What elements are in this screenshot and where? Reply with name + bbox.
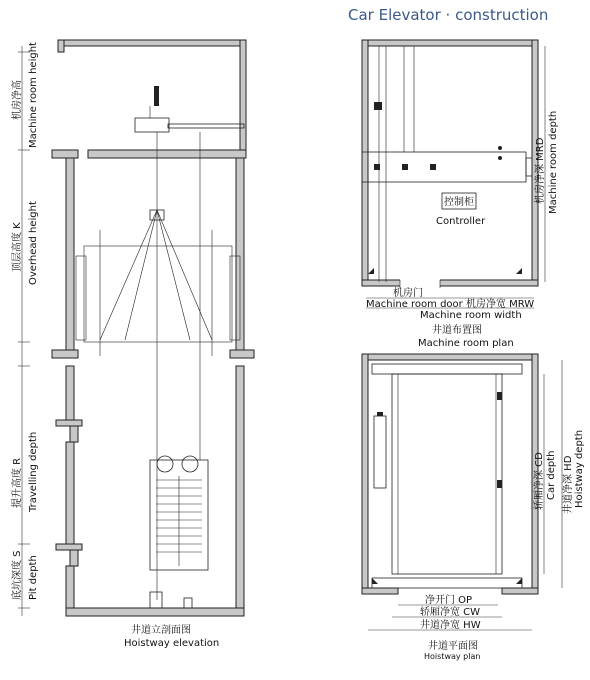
pit-depth-label: 底坑深度 S <box>12 550 23 600</box>
hoistway-depth-en: Hoistway depth <box>574 429 585 508</box>
mrw-label: Machine room door 机房净宽 MRW <box>366 299 535 310</box>
hoistway-plan <box>362 354 585 661</box>
machine-room-width-label: Machine room width <box>420 310 522 321</box>
overhead-height-en: Overhead height <box>28 201 39 285</box>
travel-depth-en: Travelling depth <box>28 431 39 512</box>
car-depth-en: Car depth <box>546 450 557 500</box>
travel-height-label: 提升高度 R <box>12 457 23 508</box>
mrd-en: Machine room depth <box>548 110 559 214</box>
mrd-label: 机房净深 MRD <box>535 137 546 204</box>
car-depth-label: 轿厢净深 CD <box>534 452 545 510</box>
machine-room-caption-cn: 井道布置图 <box>432 325 482 336</box>
car-slats <box>156 476 202 566</box>
car-width-label: 轿厢净宽 CW <box>420 607 481 618</box>
hoistway-depth-label: 井道净深 HD <box>563 455 574 514</box>
hoistway-plan-caption-en: Hoistway plan <box>424 652 481 661</box>
pit-depth-en: Pit depth <box>28 555 39 600</box>
hoistway-plan-caption-cn: 井道平面图 <box>428 641 478 652</box>
elevation-caption-cn: 井道立剖面图 <box>131 625 191 636</box>
controller-label-cn: 控制柜 <box>444 197 474 208</box>
elevation-caption-en: Hoistway elevation <box>124 638 220 649</box>
opening-width-label: 净开门 OP <box>425 595 473 606</box>
machine-room-door-label: 机房门 <box>393 288 423 299</box>
hoistway-width-label: 井道净宽 HW <box>420 620 481 631</box>
machine-room-height-en: Machine room height <box>28 42 39 148</box>
machine-room-caption-en: Machine room plan <box>418 338 514 349</box>
diagram-title: Car Elevator · construction <box>348 6 549 24</box>
machine-room-height-label: 机房净高 <box>12 80 23 120</box>
hoistway-elevation <box>10 40 254 649</box>
overhead-height-label: 顶层高度 K <box>12 222 23 272</box>
machine-room-plan <box>362 40 559 349</box>
controller-label-en: Controller <box>436 216 486 227</box>
